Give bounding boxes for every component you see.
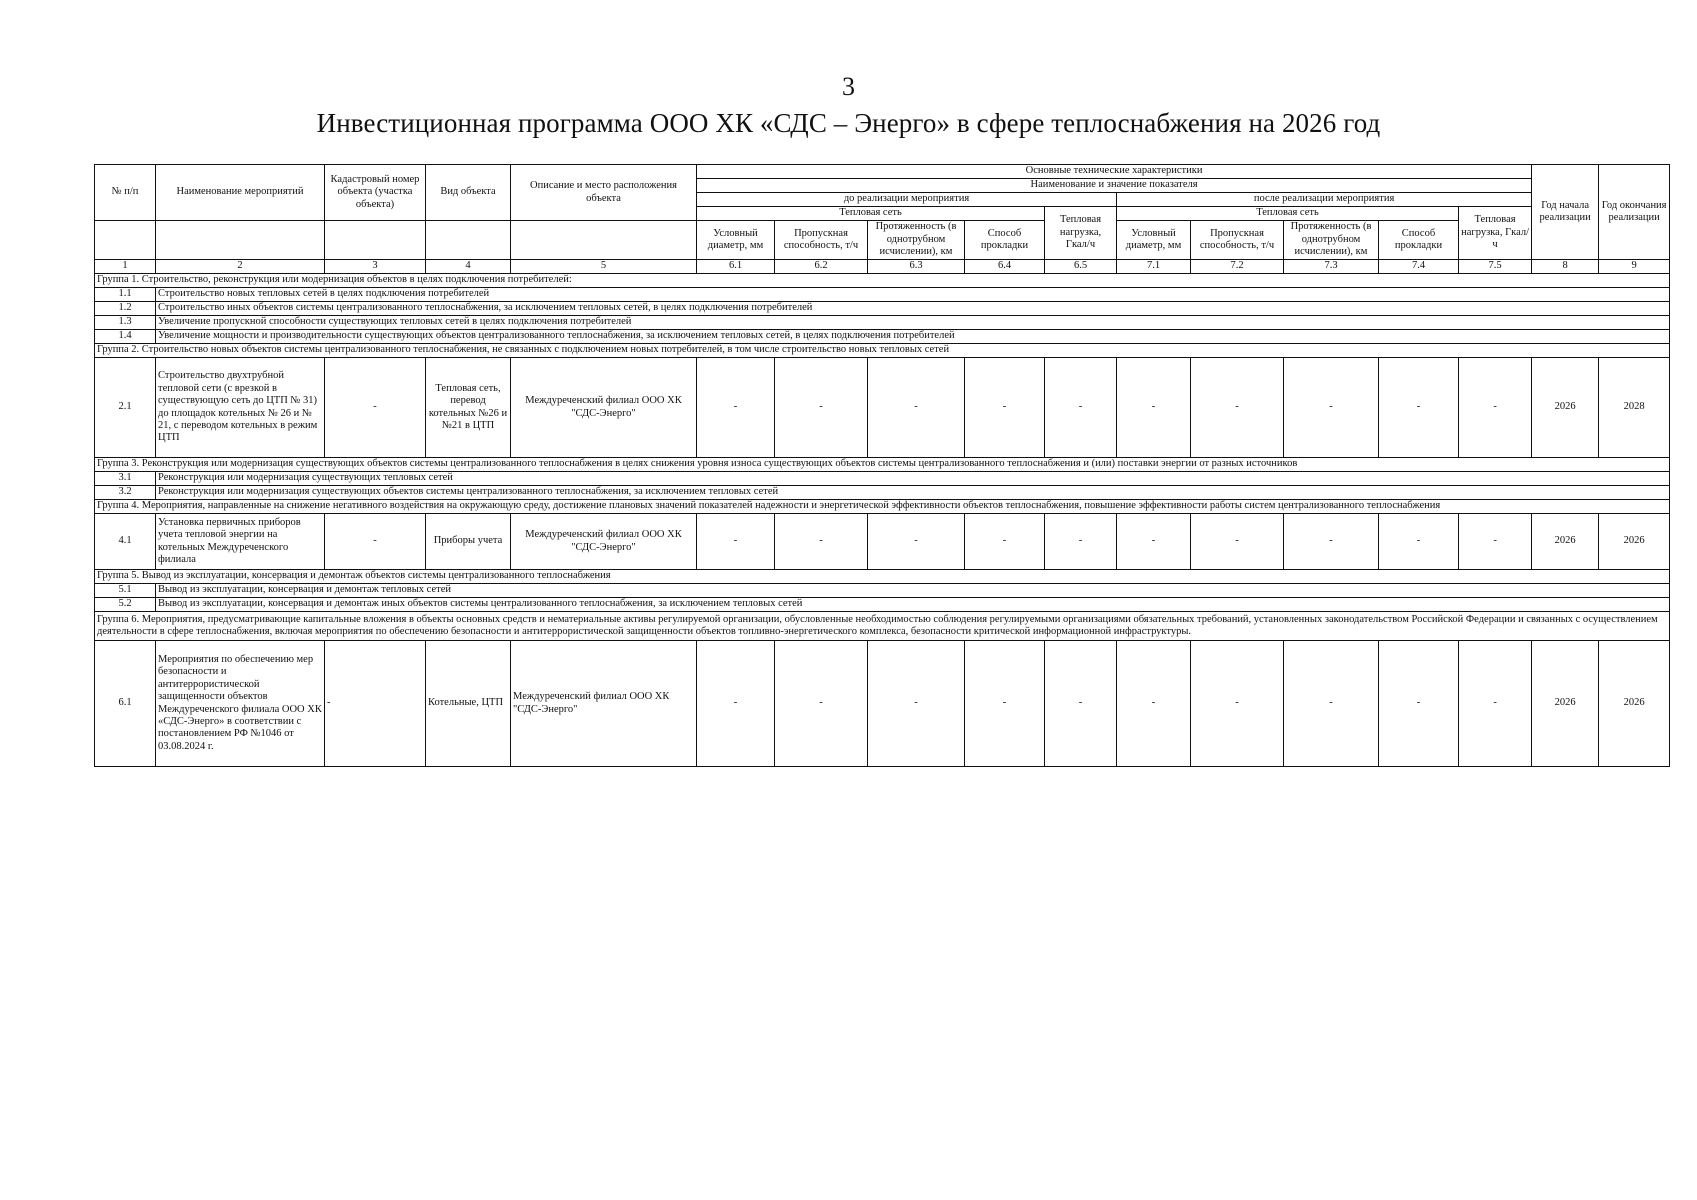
item-value: - — [1284, 514, 1379, 570]
column-number: 6.5 — [1045, 260, 1117, 274]
table-row — [95, 358, 1670, 458]
row-number: 2.1 — [95, 358, 156, 458]
column-number: 5 — [511, 260, 697, 274]
header-start-year: Год начала реализации — [1532, 165, 1599, 260]
header-blank — [156, 221, 325, 260]
column-numbers-row — [95, 260, 1670, 274]
header-blank — [95, 221, 156, 260]
item-end-year: 2026 — [1599, 514, 1670, 570]
item-value: - — [1379, 641, 1459, 767]
column-number: 3 — [325, 260, 426, 274]
row-text: Реконструкция или модернизация существующих объектов системы централизованного теплоснабжения, за исключением тепловых сетей — [156, 486, 1670, 500]
item-value: - — [1045, 514, 1117, 570]
header-end-year: Год окончания реализации — [1599, 165, 1670, 260]
row-text: Реконструкция или модернизация существующих тепловых сетей — [156, 472, 1670, 486]
column-number: 6.2 — [775, 260, 868, 274]
item-value: - — [1191, 514, 1284, 570]
item-value: - — [1459, 514, 1532, 570]
item-value: - — [1117, 514, 1191, 570]
column-number: 9 — [1599, 260, 1670, 274]
header-blank — [325, 221, 426, 260]
header-after: после реализации мероприятия — [1117, 193, 1532, 207]
row-number: 5.2 — [95, 598, 156, 612]
page-number: 3 — [842, 72, 855, 101]
header-capacity-before: Пропускная способность, т/ч — [775, 221, 868, 260]
column-number: 7.4 — [1379, 260, 1459, 274]
header-heat-load-before: Тепловая нагрузка, Гкал/ч — [1045, 207, 1117, 260]
header-heat-network-before: Тепловая сеть — [697, 207, 1045, 221]
header-indicator: Наименование и значение показателя — [697, 179, 1532, 193]
item-description: Междуреченский филиал ООО ХК "СДС-Энерго" — [511, 641, 697, 767]
group-6-title: Группа 6. Мероприятия, предусматривающие капитальные вложения в объекты основных средств и нематериальные активы регулируемой организации, обусловленные необходимостью соблюдения регулируемыми организациями обязательных требований, установленных законодательством Российской Федерации и связанных с осуществлением деятельности в сфере теплоснабжения, включая мероприятия по обеспечению безопасности и антитеррористической защищенности объектов топливно-энергетического комплекса, безопасности критической информационной инфраструктуры. — [95, 612, 1670, 641]
item-end-year: 2028 — [1599, 358, 1670, 458]
row-number: 3.2 — [95, 486, 156, 500]
column-number: 8 — [1532, 260, 1599, 274]
header-laying-after: Способ прокладки — [1379, 221, 1459, 260]
item-value: - — [1379, 358, 1459, 458]
table-row — [95, 486, 1670, 500]
column-number: 7.3 — [1284, 260, 1379, 274]
item-value: - — [1191, 641, 1284, 767]
table-row — [95, 316, 1670, 330]
header-diameter-before: Условный диаметр, мм — [697, 221, 775, 260]
table-row — [95, 598, 1670, 612]
item-value: - — [965, 514, 1045, 570]
item-name: Строительство двухтрубной тепловой сети (с врезкой в существующую сеть до ЦТП № 31) до площадок котельных № 26 и № 21, с переводом котельных в режим ЦТП — [156, 358, 325, 458]
column-number: 6.4 — [965, 260, 1045, 274]
item-value: - — [1379, 514, 1459, 570]
item-value: - — [775, 641, 868, 767]
row-text: Строительство новых тепловых сетей в целях подключения потребителей — [156, 288, 1670, 302]
table-row — [95, 288, 1670, 302]
header-name: Наименование мероприятий — [156, 165, 325, 221]
row-number: 3.1 — [95, 472, 156, 486]
item-value: - — [868, 358, 965, 458]
item-value: - — [868, 514, 965, 570]
row-number: 6.1 — [95, 641, 156, 767]
item-value: - — [1284, 358, 1379, 458]
item-name: Установка первичных приборов учета тепловой энергии на котельных Междуреченского филиала — [156, 514, 325, 570]
row-number: 1.4 — [95, 330, 156, 344]
header-length-before: Протяженность (в однотрубном исчислении), км — [868, 221, 965, 260]
header-object-type: Вид объекта — [426, 165, 511, 221]
table-row — [95, 302, 1670, 316]
item-value: - — [775, 358, 868, 458]
row-text: Строительство иных объектов системы централизованного теплоснабжения, за исключением тепловых сетей, в целях подключения потребителей — [156, 302, 1670, 316]
row-number: 1.3 — [95, 316, 156, 330]
group-5-title: Группа 5. Вывод из эксплуатации, консервация и демонтаж объектов системы централизованного теплоснабжения — [95, 570, 1670, 584]
table-row — [95, 641, 1670, 767]
header-diameter-after: Условный диаметр, мм — [1117, 221, 1191, 260]
group-2-title: Группа 2. Строительство новых объектов системы централизованного теплоснабжения, не связанных с подключением новых потребителей, в том числе строительство новых тепловых сетей — [95, 344, 1670, 358]
header-before: до реализации мероприятия — [697, 193, 1117, 207]
row-number: 1.1 — [95, 288, 156, 302]
row-number: 4.1 — [95, 514, 156, 570]
item-value: - — [1459, 641, 1532, 767]
item-value: - — [697, 514, 775, 570]
row-number: 1.2 — [95, 302, 156, 316]
table-row — [95, 514, 1670, 570]
item-start-year: 2026 — [1532, 514, 1599, 570]
item-value: - — [1045, 358, 1117, 458]
item-object-type: Приборы учета — [426, 514, 511, 570]
table-row — [95, 472, 1670, 486]
row-text: Вывод из эксплуатации, консервация и демонтаж иных объектов системы централизованного теплоснабжения, за исключением тепловых сетей — [156, 598, 1670, 612]
table-row — [95, 584, 1670, 598]
item-object-type: Тепловая сеть, перевод котельных №26 и №21 в ЦТП — [426, 358, 511, 458]
header-length-after: Протяженность (в однотрубном исчислении), км — [1284, 221, 1379, 260]
item-value: - — [1045, 641, 1117, 767]
header-description: Описание и место расположения объекта — [511, 165, 697, 221]
column-number: 6.1 — [697, 260, 775, 274]
column-number: 4 — [426, 260, 511, 274]
header-tech: Основные технические характеристики — [697, 165, 1532, 179]
item-value: - — [697, 641, 775, 767]
item-value: - — [775, 514, 868, 570]
item-value: - — [965, 641, 1045, 767]
header-heat-load-after: Тепловая нагрузка, Гкал/ч — [1459, 207, 1532, 260]
item-value: - — [697, 358, 775, 458]
row-number: 5.1 — [95, 584, 156, 598]
header-cadastral: Кадастровый номер объекта (участка объекта) — [325, 165, 426, 221]
group-3-title: Группа 3. Реконструкция или модернизация существующих объектов системы централизованного теплоснабжения в целях снижения уровня износа существующих объектов системы централизованного теплоснабжения и (или) поставки энергии от разных источников — [95, 458, 1670, 472]
column-number: 2 — [156, 260, 325, 274]
item-cadastral: - — [325, 358, 426, 458]
column-number: 1 — [95, 260, 156, 274]
item-cadastral: - — [325, 514, 426, 570]
table-row — [95, 330, 1670, 344]
item-value: - — [1117, 358, 1191, 458]
header-laying-before: Способ прокладки — [965, 221, 1045, 260]
item-start-year: 2026 — [1532, 641, 1599, 767]
row-text: Увеличение пропускной способности существующих тепловых сетей в целях подключения потребителей — [156, 316, 1670, 330]
item-description: Междуреченский филиал ООО ХК "СДС-Энерго" — [511, 358, 697, 458]
group-1-title: Группа 1. Строительство, реконструкция или модернизация объектов в целях подключения потребителей: — [95, 274, 1670, 288]
row-text: Увеличение мощности и производительности существующих объектов централизованного теплоснабжения, за исключением тепловых сетей, в целях подключения потребителей — [156, 330, 1670, 344]
header-blank — [511, 221, 697, 260]
item-description: Междуреченский филиал ООО ХК "СДС-Энерго" — [511, 514, 697, 570]
item-object-type: Котельные, ЦТП — [426, 641, 511, 767]
column-number: 7.1 — [1117, 260, 1191, 274]
header-capacity-after: Пропускная способность, т/ч — [1191, 221, 1284, 260]
column-number: 6.3 — [868, 260, 965, 274]
item-value: - — [1284, 641, 1379, 767]
column-number: 7.5 — [1459, 260, 1532, 274]
item-value: - — [868, 641, 965, 767]
item-name: Мероприятия по обеспечению мер безопасности и антитеррористической защищенности объектов Междуреченского филиала ООО ХК «СДС-Энерго» в соответствии с постановлением РФ №1046 от 03.08.2024 г. — [156, 641, 325, 767]
item-value: - — [1459, 358, 1532, 458]
item-start-year: 2026 — [1532, 358, 1599, 458]
group-4-title: Группа 4. Мероприятия, направленные на снижение негативного воздействия на окружающую среду, достижение плановых значений показателей надежности и энергетической эффективности объектов теплоснабжения, повышение эффективности работы систем централизованного теплоснабжения — [95, 500, 1670, 514]
header-blank — [426, 221, 511, 260]
item-value: - — [965, 358, 1045, 458]
item-end-year: 2026 — [1599, 641, 1670, 767]
row-text: Вывод из эксплуатации, консервация и демонтаж тепловых сетей — [156, 584, 1670, 598]
item-value: - — [1117, 641, 1191, 767]
header-heat-network-after: Тепловая сеть — [1117, 207, 1459, 221]
item-cadastral: - — [325, 641, 426, 767]
column-number: 7.2 — [1191, 260, 1284, 274]
item-value: - — [1191, 358, 1284, 458]
investment-program-table — [94, 164, 1670, 767]
header-no: № п/п — [95, 165, 156, 221]
document-title: Инвестиционная программа ООО ХК «СДС – Энерго» в сфере теплоснабжения на 2026 год — [316, 108, 1381, 138]
